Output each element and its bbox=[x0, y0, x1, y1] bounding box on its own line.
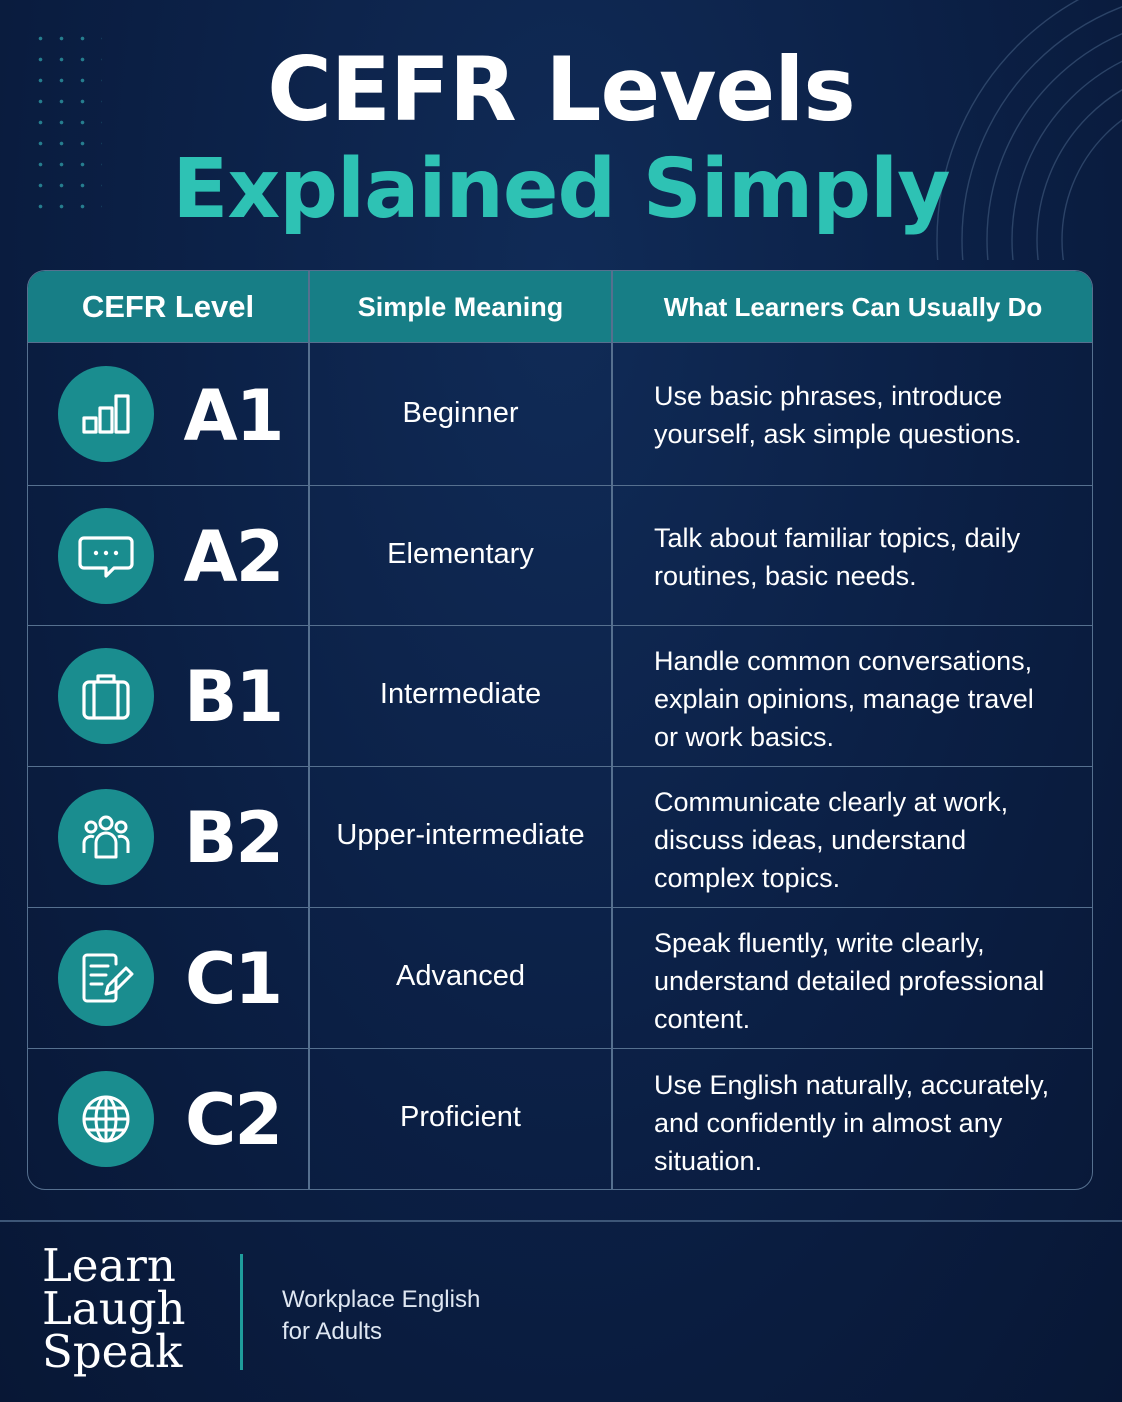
level-meaning: Beginner bbox=[402, 397, 519, 429]
table-header bbox=[28, 271, 1092, 343]
brand-logo bbox=[42, 1239, 186, 1378]
people-group-icon bbox=[58, 789, 154, 885]
level-description bbox=[654, 924, 1084, 1038]
table-row bbox=[28, 908, 1092, 1049]
description-line: Speak fluently, write clearly, bbox=[654, 928, 985, 958]
level-code: A1 bbox=[183, 375, 283, 457]
level-meaning: Elementary bbox=[387, 538, 534, 570]
level-description bbox=[654, 1066, 1084, 1180]
description-line: Use basic phrases, introduce bbox=[654, 381, 1003, 411]
description-line: Handle common conversations, bbox=[654, 646, 1033, 676]
level-meaning: Intermediate bbox=[379, 678, 542, 710]
suitcase-icon bbox=[58, 648, 154, 744]
description-line: Use English naturally, accurately, bbox=[654, 1070, 1050, 1100]
footer-vertical-divider bbox=[240, 1254, 243, 1370]
level-meaning: Advanced bbox=[396, 960, 525, 992]
page-subtitle: Explained Simply bbox=[172, 142, 950, 237]
table-row bbox=[28, 486, 1092, 626]
document-pen-icon bbox=[58, 930, 154, 1026]
table-row bbox=[28, 1049, 1092, 1190]
brand-tagline bbox=[282, 1284, 480, 1348]
globe-icon bbox=[58, 1071, 154, 1167]
bar-chart-icon bbox=[58, 366, 154, 462]
level-description bbox=[654, 783, 1084, 897]
description-line: complex topics. bbox=[654, 863, 841, 893]
description-line: discuss ideas, understand bbox=[654, 825, 967, 855]
level-code: C1 bbox=[184, 938, 282, 1020]
level-description bbox=[654, 377, 1084, 453]
table-row bbox=[28, 626, 1092, 767]
logo-line: Laugh bbox=[42, 1282, 186, 1335]
header-learner-abilities: What Learners Can Usually Do bbox=[663, 292, 1043, 322]
level-code: C2 bbox=[184, 1079, 282, 1161]
table-row bbox=[28, 343, 1092, 486]
description-line: or work basics. bbox=[654, 722, 835, 752]
tagline-line: Workplace English bbox=[282, 1286, 481, 1313]
header-cefr-level: CEFR Level bbox=[81, 289, 255, 324]
description-line: yourself, ask simple questions. bbox=[654, 419, 1022, 449]
footer-divider-line bbox=[0, 1220, 1122, 1222]
description-line: content. bbox=[654, 1004, 751, 1034]
tagline-line: for Adults bbox=[282, 1318, 383, 1345]
level-meaning: Upper-intermediate bbox=[336, 819, 585, 851]
level-description bbox=[654, 519, 1084, 595]
header-simple-meaning: Simple Meaning bbox=[357, 292, 564, 322]
level-code: A2 bbox=[183, 516, 283, 598]
description-line: situation. bbox=[654, 1146, 763, 1176]
description-line: understand detailed professional bbox=[654, 966, 1045, 996]
logo-line: Speak bbox=[42, 1325, 183, 1378]
description-line: Communicate clearly at work, bbox=[654, 787, 1009, 817]
description-line: routines, basic needs. bbox=[654, 561, 917, 591]
cefr-table bbox=[27, 270, 1093, 1190]
logo-line: Learn bbox=[42, 1239, 176, 1292]
table-row bbox=[28, 767, 1092, 908]
description-line: and confidently in almost any bbox=[654, 1108, 1003, 1138]
description-line: Talk about familiar topics, daily bbox=[654, 523, 1021, 553]
description-line: explain opinions, manage travel bbox=[654, 684, 1034, 714]
level-meaning: Proficient bbox=[400, 1101, 521, 1133]
level-description bbox=[654, 642, 1084, 756]
level-code: B2 bbox=[183, 797, 283, 879]
chat-bubble-icon bbox=[58, 508, 154, 604]
level-code: B1 bbox=[183, 656, 283, 738]
page-title: CEFR Levels bbox=[267, 38, 855, 141]
